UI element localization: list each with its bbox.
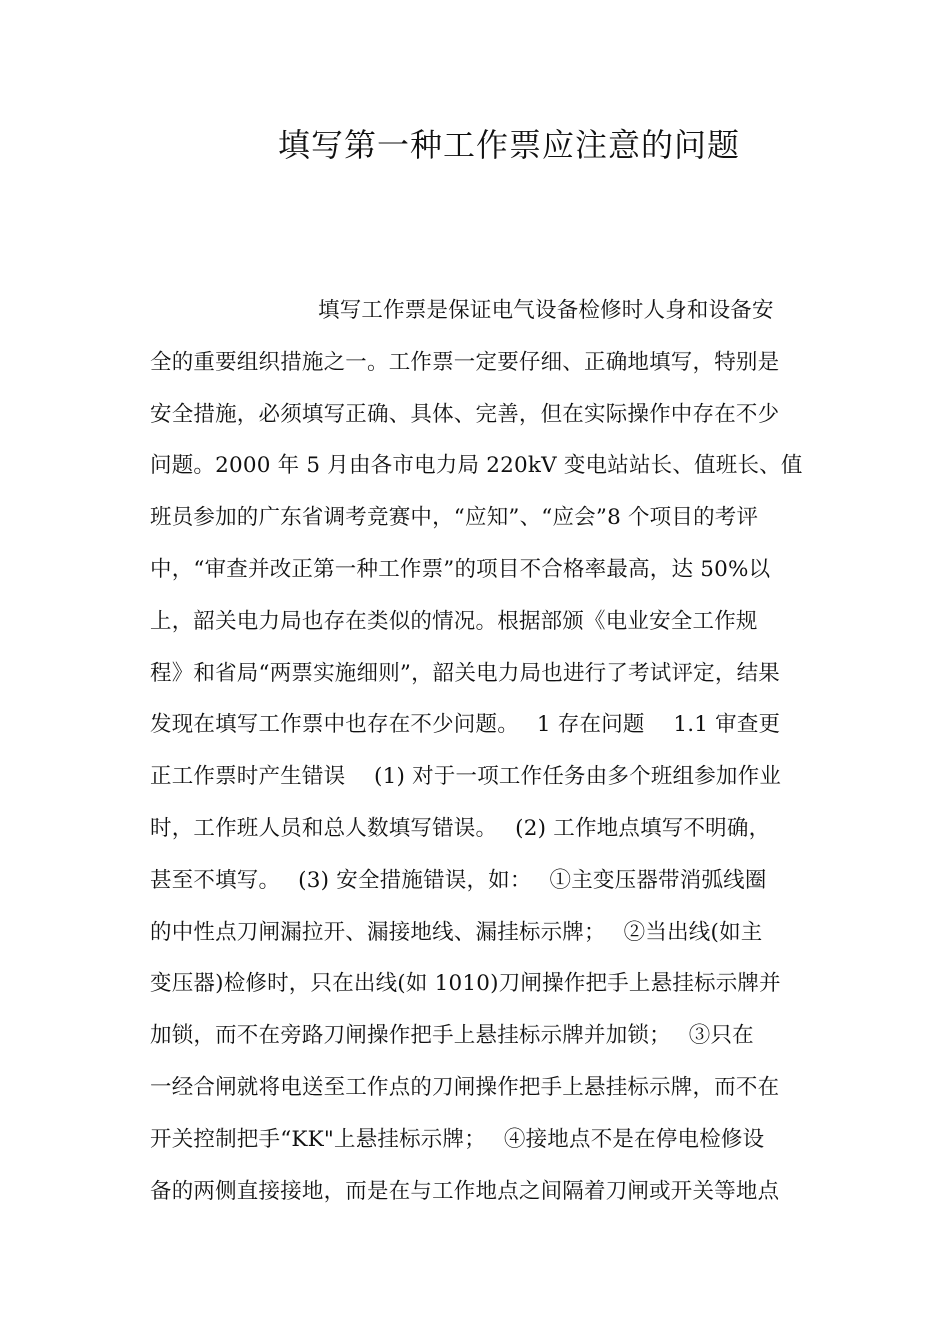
document-body	[150, 288, 810, 1220]
body-line: 班员参加的广东省调考竞赛中，“应知”、“应会”8 个项目的考评	[150, 505, 759, 531]
body-line: 安全措施，必须填写正确、具体、完善，但在实际操作中存在不少	[150, 401, 780, 427]
body-line: 一经合闸就将电送至工作点的刀闸操作把手上悬挂标示牌，而不在	[150, 1074, 780, 1100]
body-line: 时，工作班人员和总人数填写错误。 (2) 工作地点填写不明确，	[150, 815, 771, 841]
body-line: 甚至不填写。 (3) 安全措施错误，如： ①主变压器带消弧线圈	[150, 867, 767, 893]
body-line: 发现在填写工作票中也存在不少问题。 1 存在问题 1.1 审查更	[150, 712, 781, 738]
body-line: 加锁，而不在旁路刀闸操作把手上悬挂标示牌并加锁； ③只在	[150, 1023, 754, 1049]
body-line: 全的重要组织措施之一。工作票一定要仔细、正确地填写，特别是	[150, 349, 780, 375]
document-title: 填写第一种工作票应注意的问题	[277, 126, 740, 164]
body-line: 填写工作票是保证电气设备检修时人身和设备安	[318, 298, 774, 323]
body-line: 开关控制把手“KK"上悬挂标示牌； ④接地点不是在停电检修设	[150, 1126, 765, 1152]
body-line: 中，“审查并改正第一种工作票”的项目不合格率最高，达 50%以	[150, 556, 771, 582]
body-line: 的中性点刀闸漏拉开、漏接地线、漏挂标示牌； ②当出线(如主	[150, 919, 763, 945]
body-line: 问题。2000 年 5 月由各市电力局 220kV 变电站站长、值班长、值	[150, 453, 803, 479]
body-line: 上，韶关电力局也存在类似的情况。根据部颁《电业安全工作规	[150, 608, 758, 634]
body-line: 备的两侧直接接地，而是在与工作地点之间隔着刀闸或开关等地点	[150, 1178, 780, 1204]
body-line: 变压器)检修时，只在出线(如 1010)刀闸操作把手上悬挂标示牌并	[150, 971, 781, 997]
body-line: 程》和省局“两票实施细则”，韶关电力局也进行了考试评定，结果	[150, 660, 780, 686]
body-line: 正工作票时产生错误 (1) 对于一项工作任务由多个班组参加作业	[150, 764, 782, 790]
